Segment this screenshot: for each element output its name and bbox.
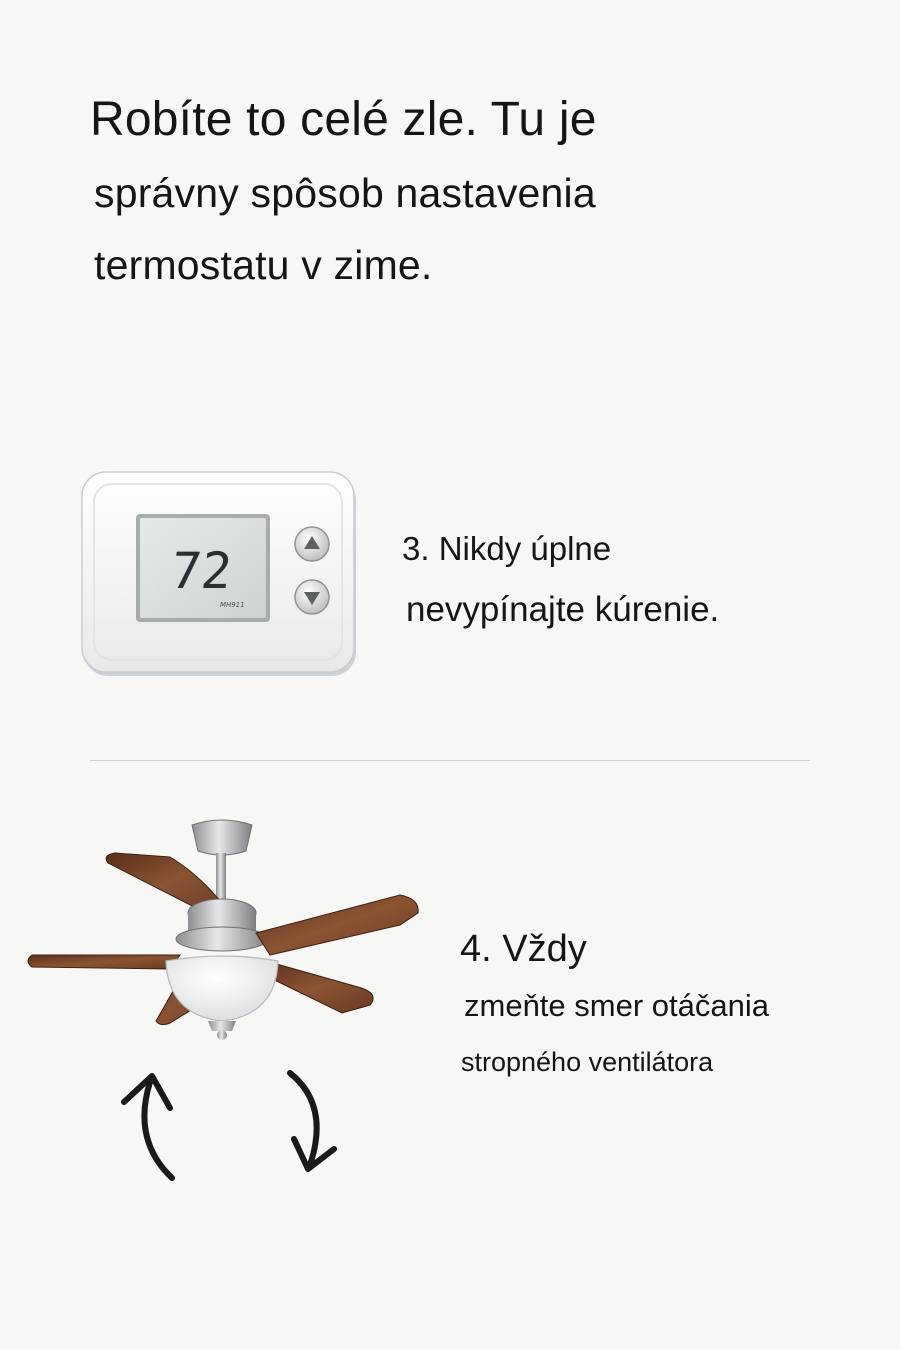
curved-arrow-down-icon — [278, 1065, 348, 1180]
tip-3-line-1: 3. Nikdy úplne — [402, 530, 612, 567]
thermostat-down-button[interactable] — [295, 580, 329, 614]
tip-4-line-3: stropného ventilátora — [461, 1047, 714, 1077]
page-title-line-1: Robíte to celé zle. Tu je — [90, 93, 597, 146]
page-title-line-2: správny spôsob nastavenia — [94, 170, 596, 216]
page-title-line-3: termostatu v zime. — [94, 242, 433, 288]
tip-4-line-2: zmeňte smer otáčania — [464, 988, 769, 1023]
temperature-readout: 72 — [168, 541, 235, 600]
thermostat-up-button[interactable] — [295, 527, 329, 561]
tip-4-line-1: 4. Vždy — [460, 928, 587, 970]
ceiling-fan-icon — [20, 815, 430, 1045]
thermostat-icon — [80, 470, 360, 680]
tip-3-line-2: nevypínajte kúrenie. — [406, 590, 720, 629]
thermostat-brand-label: MH911 — [220, 601, 245, 609]
section-divider — [90, 760, 810, 761]
curved-arrow-up-icon — [112, 1060, 202, 1185]
